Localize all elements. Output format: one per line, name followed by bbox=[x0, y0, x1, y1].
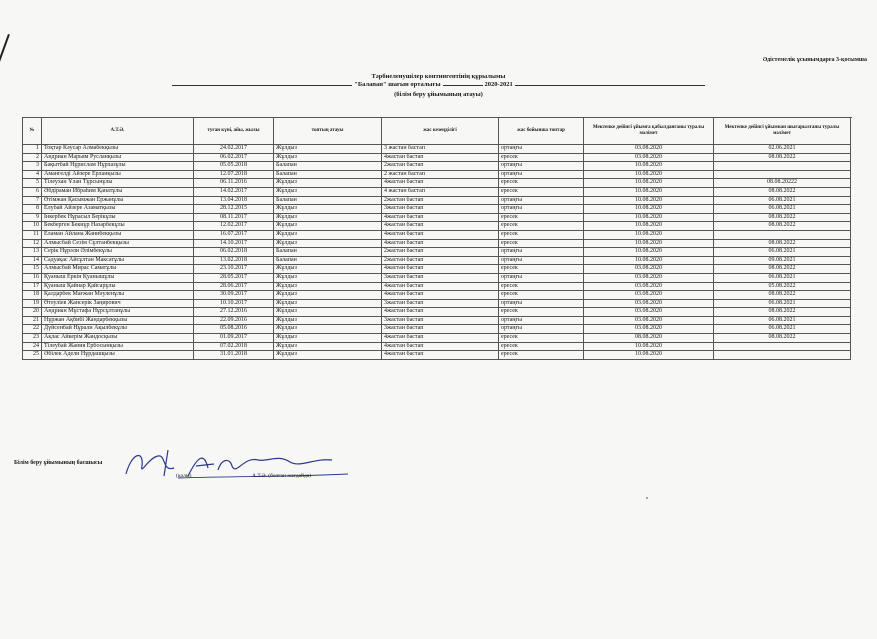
child-name: Өтеуліев Жансерік Заңирович bbox=[42, 299, 194, 308]
table-row bbox=[23, 351, 851, 360]
table-row bbox=[23, 299, 851, 308]
birth-date: 22.09.2016 bbox=[194, 316, 274, 325]
group-name: Жұлдыз bbox=[274, 273, 382, 282]
discharge-date: 05.08.2022 bbox=[714, 282, 851, 291]
birth-date: 28.05.2017 bbox=[194, 273, 274, 282]
admission-date: 10.08.2020 bbox=[584, 213, 714, 222]
discharge-date: 08.08.2022 bbox=[714, 239, 851, 248]
discharge-date bbox=[714, 170, 851, 179]
row-number: 18 bbox=[23, 291, 42, 300]
signature-caption: (қолы) bbox=[176, 473, 192, 479]
group-name: Жұлдыз bbox=[274, 351, 382, 360]
age-group: ортаңғы bbox=[499, 162, 584, 171]
table-row bbox=[23, 334, 851, 343]
child-name: Тоқтар Кәусар Алмабекқызы bbox=[42, 145, 194, 154]
birth-date: 12.07.2018 bbox=[194, 170, 274, 179]
age-group: ортаңғы bbox=[499, 248, 584, 257]
row-number: 9 bbox=[23, 213, 42, 222]
row-number: 21 bbox=[23, 316, 42, 325]
discharge-date: 08.08.2022 bbox=[714, 265, 851, 274]
admission-date: 10.08.2020 bbox=[584, 179, 714, 188]
row-number: 25 bbox=[23, 351, 42, 360]
birth-date: 10.10.2017 bbox=[194, 299, 274, 308]
birth-date: 05.05.2018 bbox=[194, 162, 274, 171]
child-name: Еламан Айлана Жанибекқызы bbox=[42, 230, 194, 239]
age-group: ортаңғы bbox=[499, 325, 584, 334]
birth-date: 12.02.2017 bbox=[194, 222, 274, 231]
child-name: Тілеухан Ұлан Тұрсынұлы bbox=[42, 179, 194, 188]
age-period: 4жастан бастап bbox=[382, 213, 499, 222]
discharge-date bbox=[714, 162, 851, 171]
academic-years: 2020-2021 bbox=[484, 81, 513, 88]
age-group: ересек bbox=[499, 334, 584, 343]
discharge-date: 02.06.2021 bbox=[714, 145, 851, 154]
handwritten-signature bbox=[118, 446, 358, 482]
child-name: Бекберген Бекнұр Назарбекұлы bbox=[42, 222, 194, 231]
age-period: 2жастан бастап bbox=[382, 196, 499, 205]
age-group: ересек bbox=[499, 179, 584, 188]
admission-date: 10.08.2020 bbox=[584, 222, 714, 231]
group-name: Жұлдыз bbox=[274, 230, 382, 239]
document-title: Тәрбиеленушілер контингентінің құрылымы bbox=[371, 73, 506, 80]
table-row bbox=[23, 145, 851, 154]
child-name: Әбілек Адели Нұрдашқызы bbox=[42, 351, 194, 360]
group-name: Жұлдыз bbox=[274, 282, 382, 291]
admission-date: 03.08.2020 bbox=[584, 291, 714, 300]
child-name: Андриан Марьям Русланқызы bbox=[42, 153, 194, 162]
admission-date: 10.08.2020 bbox=[584, 170, 714, 179]
birth-date: 13.04.2018 bbox=[194, 196, 274, 205]
group-name: Жұлдыз bbox=[274, 179, 382, 188]
child-name: Інкербек Нұрасыл Берікұлы bbox=[42, 213, 194, 222]
table-row bbox=[23, 205, 851, 214]
table-row bbox=[23, 170, 851, 179]
table-row bbox=[23, 273, 851, 282]
age-group: ортаңғы bbox=[499, 170, 584, 179]
row-number: 7 bbox=[23, 196, 42, 205]
discharge-date: 08.08.2022 bbox=[714, 187, 851, 196]
age-period: 3 жастан бастап bbox=[382, 145, 499, 154]
group-name: Жұлдыз bbox=[274, 187, 382, 196]
age-period: 3жастан бастап bbox=[382, 325, 499, 334]
row-number: 14 bbox=[23, 256, 42, 265]
birth-date: 14.10.2017 bbox=[194, 239, 274, 248]
discharge-date: 06.08.2021 bbox=[714, 248, 851, 257]
col-header-dob: туған күні, айы, жылы bbox=[194, 118, 274, 145]
group-name: Жұлдыз bbox=[274, 145, 382, 154]
admission-date: 03.08.2020 bbox=[584, 273, 714, 282]
group-name: Балапан bbox=[274, 170, 382, 179]
birth-date: 23.10.2017 bbox=[194, 265, 274, 274]
col-header-age-period: жас кезеңділігі bbox=[382, 118, 499, 145]
birth-date: 27.12.2016 bbox=[194, 308, 274, 317]
admission-date: 10.08.2020 bbox=[584, 162, 714, 171]
age-period: 4жастан бастап bbox=[382, 291, 499, 300]
child-name: Өтімжан Қасымжан Ержанұлы bbox=[42, 196, 194, 205]
discharge-date: 06.08.2021 bbox=[714, 205, 851, 214]
admission-date: 10.08.2020 bbox=[584, 230, 714, 239]
age-group: ересек bbox=[499, 153, 584, 162]
admission-date: 03.08.2020 bbox=[584, 265, 714, 274]
birth-date: 16.07.2017 bbox=[194, 230, 274, 239]
group-name: Жұлдыз bbox=[274, 308, 382, 317]
age-period: 4жастан бастап bbox=[382, 282, 499, 291]
child-name: Ақлас Айкерім Жандосқызы bbox=[42, 334, 194, 343]
age-period: 4жастан бастап bbox=[382, 351, 499, 360]
group-name: Жұлдыз bbox=[274, 213, 382, 222]
admission-date: 10.08.2020 bbox=[584, 351, 714, 360]
discharge-date: 08.08.20222 bbox=[714, 179, 851, 188]
row-number: 24 bbox=[23, 342, 42, 351]
row-number: 10 bbox=[23, 222, 42, 231]
row-number: 22 bbox=[23, 325, 42, 334]
table-row bbox=[23, 308, 851, 317]
child-name: Алмысбай Мирас Саматұлы bbox=[42, 265, 194, 274]
birth-date: 13.02.2018 bbox=[194, 256, 274, 265]
row-number: 15 bbox=[23, 265, 42, 274]
birth-date: 06.02.2018 bbox=[194, 248, 274, 257]
age-group: ортаңғы bbox=[499, 145, 584, 154]
attachment-note: Әдістемелік ұсынымдарға 3-қосымша bbox=[762, 57, 867, 63]
group-name: Жұлдыз bbox=[274, 153, 382, 162]
child-name: Дүйсенбай Нұрали Ақылбекұлы bbox=[42, 325, 194, 334]
discharge-date: 08.08.2022 bbox=[714, 308, 851, 317]
age-period: 2жастан бастап bbox=[382, 248, 499, 257]
row-number: 3 bbox=[23, 162, 42, 171]
age-period: 2жастан бастап bbox=[382, 256, 499, 265]
birth-date: 14.02.2017 bbox=[194, 187, 274, 196]
admission-date: 10.08.2020 bbox=[584, 248, 714, 257]
age-period: 3жастан бастап bbox=[382, 299, 499, 308]
group-name: Жұлдыз bbox=[274, 265, 382, 274]
discharge-date: 06.08.2021 bbox=[714, 299, 851, 308]
age-group: ортаңғы bbox=[499, 273, 584, 282]
table-row bbox=[23, 153, 851, 162]
age-period: 4жастан бастап bbox=[382, 230, 499, 239]
age-group: ересек bbox=[499, 230, 584, 239]
col-header-age-group: жас бойынша топтар bbox=[499, 118, 584, 145]
admission-date: 03.08.2020 bbox=[584, 308, 714, 317]
discharge-date bbox=[714, 230, 851, 239]
age-period: 4жастан бастап bbox=[382, 153, 499, 162]
age-group: ересек bbox=[499, 222, 584, 231]
name-caption: А.Т.Ә. (болған жағдайда) bbox=[252, 473, 312, 479]
admission-date: 03.08.2020 bbox=[584, 299, 714, 308]
row-number: 11 bbox=[23, 230, 42, 239]
admission-date: 10.08.2020 bbox=[584, 239, 714, 248]
child-name: Қуаныш Еркін Қуанышұлы bbox=[42, 273, 194, 282]
birth-date: 08.11.2017 bbox=[194, 213, 274, 222]
age-period: 2жастан бастап bbox=[382, 162, 499, 171]
table-header-row bbox=[23, 118, 851, 145]
row-number: 13 bbox=[23, 248, 42, 257]
row-number: 20 bbox=[23, 308, 42, 317]
head-signature-label: Білім беру ұйымының басшысы bbox=[14, 460, 103, 466]
admission-date: 10.08.2020 bbox=[584, 187, 714, 196]
age-group: ортаңғы bbox=[499, 299, 584, 308]
birth-date: 06.11.2016 bbox=[194, 179, 274, 188]
discharge-date: 08.08.2022 bbox=[714, 334, 851, 343]
table-row bbox=[23, 213, 851, 222]
age-period: 4жастан бастап bbox=[382, 308, 499, 317]
age-period: 4жастан бастап bbox=[382, 179, 499, 188]
age-group: ересек bbox=[499, 291, 584, 300]
table-row bbox=[23, 265, 851, 274]
child-name: Серік Нұрәли Әлімбекұлы bbox=[42, 248, 194, 257]
pen-stroke-mark bbox=[0, 34, 10, 67]
age-period: 4жастан бастап bbox=[382, 265, 499, 274]
table-row bbox=[23, 222, 851, 231]
table-row bbox=[23, 179, 851, 188]
group-name: Балапан bbox=[274, 162, 382, 171]
org-note: (білім беру ұйымының атауы) bbox=[394, 91, 483, 98]
age-group: ересек bbox=[499, 282, 584, 291]
table-row bbox=[23, 316, 851, 325]
table-row bbox=[23, 342, 851, 351]
col-header-discharge: Мектепке дейінгі ұйымнан шығарылғаны туралы мәлімет bbox=[714, 118, 851, 145]
admission-date: 03.08.2020 bbox=[584, 282, 714, 291]
birth-date: 28.06.2017 bbox=[194, 282, 274, 291]
group-name: Жұлдыз bbox=[274, 291, 382, 300]
admission-date: 03.08.2020 bbox=[584, 316, 714, 325]
table-row bbox=[23, 187, 851, 196]
group-name: Жұлдыз bbox=[274, 316, 382, 325]
birth-date: 07.02.2018 bbox=[194, 342, 274, 351]
document-subtitle bbox=[0, 81, 877, 88]
age-group: ересек bbox=[499, 342, 584, 351]
age-period: 3жастан бастап bbox=[382, 316, 499, 325]
age-period: 2 жастан бастап bbox=[382, 170, 499, 179]
admission-date: 03.08.2020 bbox=[584, 153, 714, 162]
child-name: Андриан Мұстафа Нұрсұлтанұлы bbox=[42, 308, 194, 317]
group-name: Балапан bbox=[274, 196, 382, 205]
admission-date: 10.08.2020 bbox=[584, 196, 714, 205]
group-name: Жұлдыз bbox=[274, 205, 382, 214]
group-name: Жұлдыз bbox=[274, 222, 382, 231]
child-name: Алмысбай Сезім Сұлтанбекқызы bbox=[42, 239, 194, 248]
discharge-date: 08.08.2022 bbox=[714, 153, 851, 162]
child-name: Қалдарбек Мағжан Мәуленұлы bbox=[42, 291, 194, 300]
admission-date: 08.08.2020 bbox=[584, 334, 714, 343]
birth-date: 06.02.2017 bbox=[194, 153, 274, 162]
table-row bbox=[23, 162, 851, 171]
col-header-number: № bbox=[23, 118, 42, 145]
age-period: 4жастан бастап bbox=[382, 342, 499, 351]
age-period: 4жастан бастап bbox=[382, 334, 499, 343]
row-number: 1 bbox=[23, 145, 42, 154]
age-group: ортаңғы bbox=[499, 205, 584, 214]
group-name: Балапан bbox=[274, 256, 382, 265]
table-row bbox=[23, 239, 851, 248]
age-group: ересек bbox=[499, 351, 584, 360]
admission-date: 10.08.2020 bbox=[584, 342, 714, 351]
discharge-date bbox=[714, 342, 851, 351]
roster-table bbox=[22, 117, 851, 360]
age-group: ортаңғы bbox=[499, 316, 584, 325]
birth-date: 31.01.2018 bbox=[194, 351, 274, 360]
discharge-date: 06.08.2021 bbox=[714, 196, 851, 205]
col-header-admission: Мектепке дейінгі ұйымға қабылданғаны туралы мәлімет bbox=[584, 118, 714, 145]
birth-date: 28.12.2015 bbox=[194, 205, 274, 214]
child-name: Садуақас Айсұлтан Максатұлы bbox=[42, 256, 194, 265]
row-number: 17 bbox=[23, 282, 42, 291]
row-number: 16 bbox=[23, 273, 42, 282]
admission-date: 03.08.2020 bbox=[584, 145, 714, 154]
birth-date: 01.09.2017 bbox=[194, 334, 274, 343]
col-header-name: А.Т.Ә. bbox=[42, 118, 194, 145]
age-period: 3жастан бастап bbox=[382, 273, 499, 282]
age-group: ортаңғы bbox=[499, 256, 584, 265]
group-name: Жұлдыз bbox=[274, 325, 382, 334]
table-row bbox=[23, 196, 851, 205]
group-name: Жұлдыз bbox=[274, 299, 382, 308]
child-name: Бақытбай Нұрислам Нұрлазұлы bbox=[42, 162, 194, 171]
child-name: Амангелді Айзере Ерланқызы bbox=[42, 170, 194, 179]
child-name: Нұржан Ақбибі Жандарбекқызы bbox=[42, 316, 194, 325]
age-period: 3жастан бастап bbox=[382, 205, 499, 214]
child-name: Әбдіраман Ибраһим Қанатұлы bbox=[42, 187, 194, 196]
group-name: Балапан bbox=[274, 248, 382, 257]
age-period: 4 жастан бастап bbox=[382, 187, 499, 196]
row-number: 2 bbox=[23, 153, 42, 162]
discharge-date: 08.08.2022 bbox=[714, 222, 851, 231]
age-group: ересек bbox=[499, 265, 584, 274]
row-number: 19 bbox=[23, 299, 42, 308]
group-name: Жұлдыз bbox=[274, 342, 382, 351]
age-period: 4жастан бастап bbox=[382, 222, 499, 231]
birth-date: 05.08.2016 bbox=[194, 325, 274, 334]
age-group: ортаңғы bbox=[499, 196, 584, 205]
table-row bbox=[23, 248, 851, 257]
birth-date: 30.09.2017 bbox=[194, 291, 274, 300]
col-header-group: топтың атауы bbox=[274, 118, 382, 145]
row-number: 8 bbox=[23, 205, 42, 214]
age-group: ересек bbox=[499, 213, 584, 222]
table-row bbox=[23, 291, 851, 300]
birth-date: 24.02.2017 bbox=[194, 145, 274, 154]
child-name: Тілеубай Жания Ербосынқызы bbox=[42, 342, 194, 351]
row-number: 4 bbox=[23, 170, 42, 179]
discharge-date: 06.08.2021 bbox=[714, 325, 851, 334]
admission-date: 03.08.2020 bbox=[584, 325, 714, 334]
group-name: Жұлдыз bbox=[274, 334, 382, 343]
age-period: 4жастан бастап bbox=[382, 239, 499, 248]
table-row bbox=[23, 325, 851, 334]
child-name: Елубай Айзере Азаматқызы bbox=[42, 205, 194, 214]
table-row bbox=[23, 230, 851, 239]
child-name: Қуаныш Қайнар Қайсарұлы bbox=[42, 282, 194, 291]
center-name: "Балапан" шағын орталығы bbox=[354, 81, 441, 88]
group-name: Жұлдыз bbox=[274, 239, 382, 248]
row-number: 12 bbox=[23, 239, 42, 248]
admission-date: 10.08.2020 bbox=[584, 205, 714, 214]
scan-speck bbox=[646, 497, 648, 499]
roster-body bbox=[23, 145, 851, 360]
discharge-date bbox=[714, 351, 851, 360]
discharge-date: 08.08.2022 bbox=[714, 213, 851, 222]
age-group: ересек bbox=[499, 239, 584, 248]
age-group: ересек bbox=[499, 308, 584, 317]
discharge-date: 06.08.2021 bbox=[714, 273, 851, 282]
row-number: 6 bbox=[23, 187, 42, 196]
table-row bbox=[23, 256, 851, 265]
row-number: 23 bbox=[23, 334, 42, 343]
discharge-date: 09.08.2021 bbox=[714, 256, 851, 265]
admission-date: 10.08.2020 bbox=[584, 256, 714, 265]
discharge-date: 06.08.2021 bbox=[714, 316, 851, 325]
table-row bbox=[23, 282, 851, 291]
row-number: 5 bbox=[23, 179, 42, 188]
discharge-date: 08.08.2022 bbox=[714, 291, 851, 300]
age-group: ересек bbox=[499, 187, 584, 196]
